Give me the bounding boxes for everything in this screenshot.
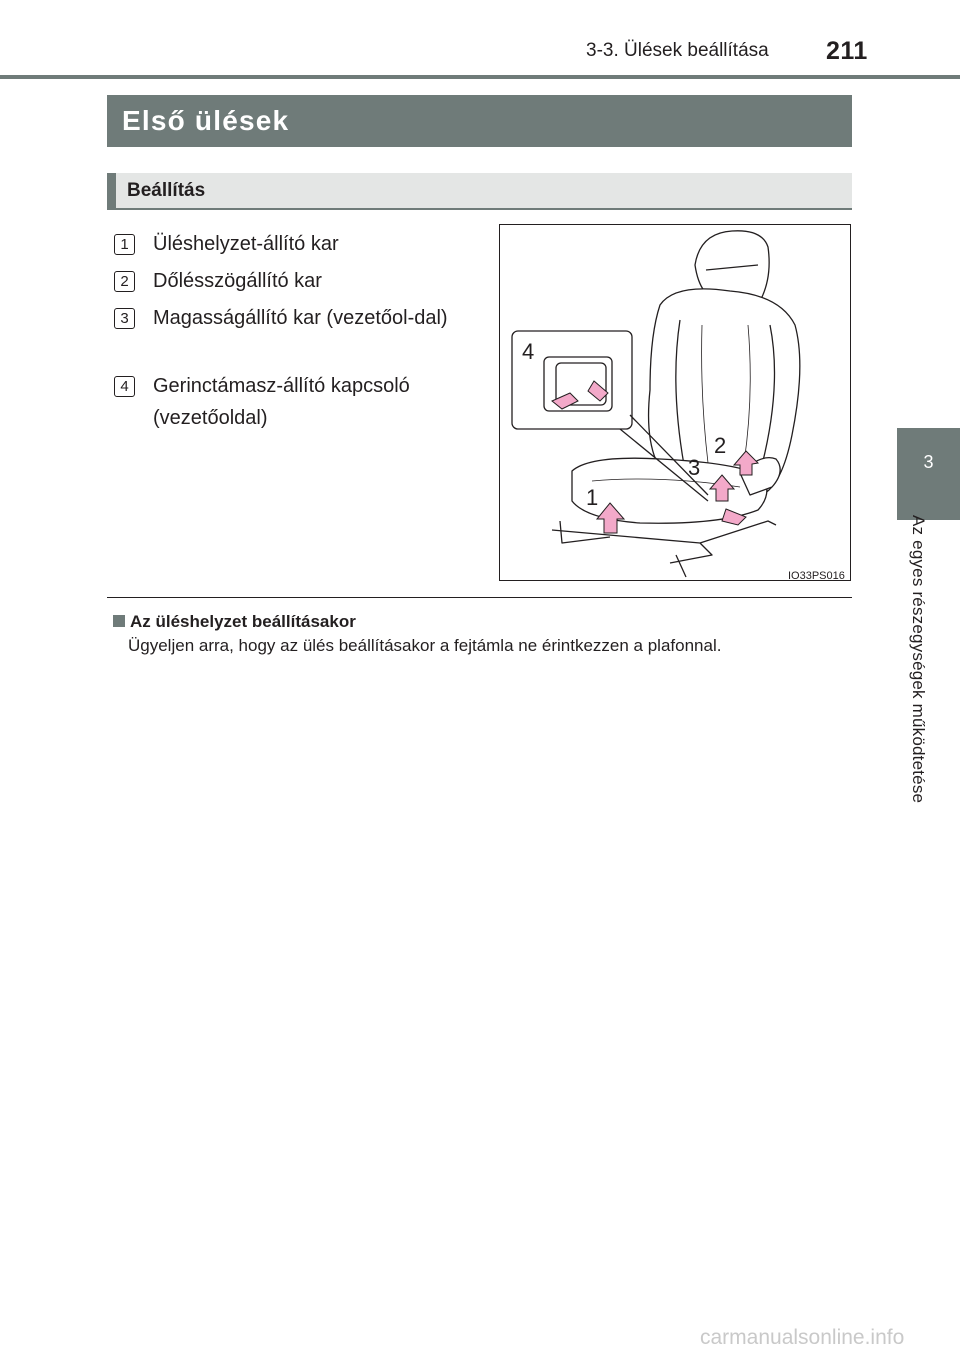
callout-number: 1 — [586, 485, 599, 510]
item-number-badge: 4 — [114, 376, 135, 397]
header-section-title: 3-3. Ülések beállítása — [586, 40, 769, 61]
item-text: Gerinctámasz-állító kapcsoló (vezetőoldal) — [153, 375, 410, 429]
subheading: Beállítás — [127, 180, 206, 201]
seat-figure — [499, 224, 851, 581]
item-number-badge: 1 — [114, 234, 135, 255]
square-bullet-icon — [113, 615, 125, 627]
section-divider — [107, 597, 852, 598]
item-text: Magasságállító kar (vezetőol-dal) — [153, 307, 448, 329]
callout-number: 4 — [522, 339, 535, 364]
seat-rail — [552, 521, 776, 563]
note-heading-text: Az üléshelyzet beállításakor — [130, 612, 356, 631]
chapter-title: Az egyes részegységek működtetése — [909, 515, 928, 804]
figure-code: IO33PS016 — [788, 570, 845, 582]
page-title: Első ülések — [122, 105, 290, 136]
note-body: Ügyeljen arra, hogy az ülés beállításakor a fejtámla ne érintkezzen a plafonnal. — [128, 636, 722, 655]
watermark: carmanualsonline.info — [700, 1326, 905, 1349]
subheading-bar — [107, 173, 852, 210]
callout-number: 3 — [688, 455, 701, 480]
header-rule — [0, 75, 960, 79]
subheading-accent — [107, 173, 116, 208]
item-number-badge: 3 — [114, 308, 135, 329]
note-heading — [113, 612, 356, 632]
item-text: Dőlésszögállító kar — [153, 270, 322, 292]
chapter-tab — [897, 428, 960, 520]
seat-illustration — [500, 225, 850, 580]
title-bar — [107, 95, 852, 147]
item-text: Üléshelyzet-állító kar — [153, 233, 339, 255]
item-number-badge: 2 — [114, 271, 135, 292]
page-number: 211 — [826, 37, 868, 65]
callout-number: 2 — [714, 433, 727, 458]
chapter-number: 3 — [923, 452, 934, 472]
